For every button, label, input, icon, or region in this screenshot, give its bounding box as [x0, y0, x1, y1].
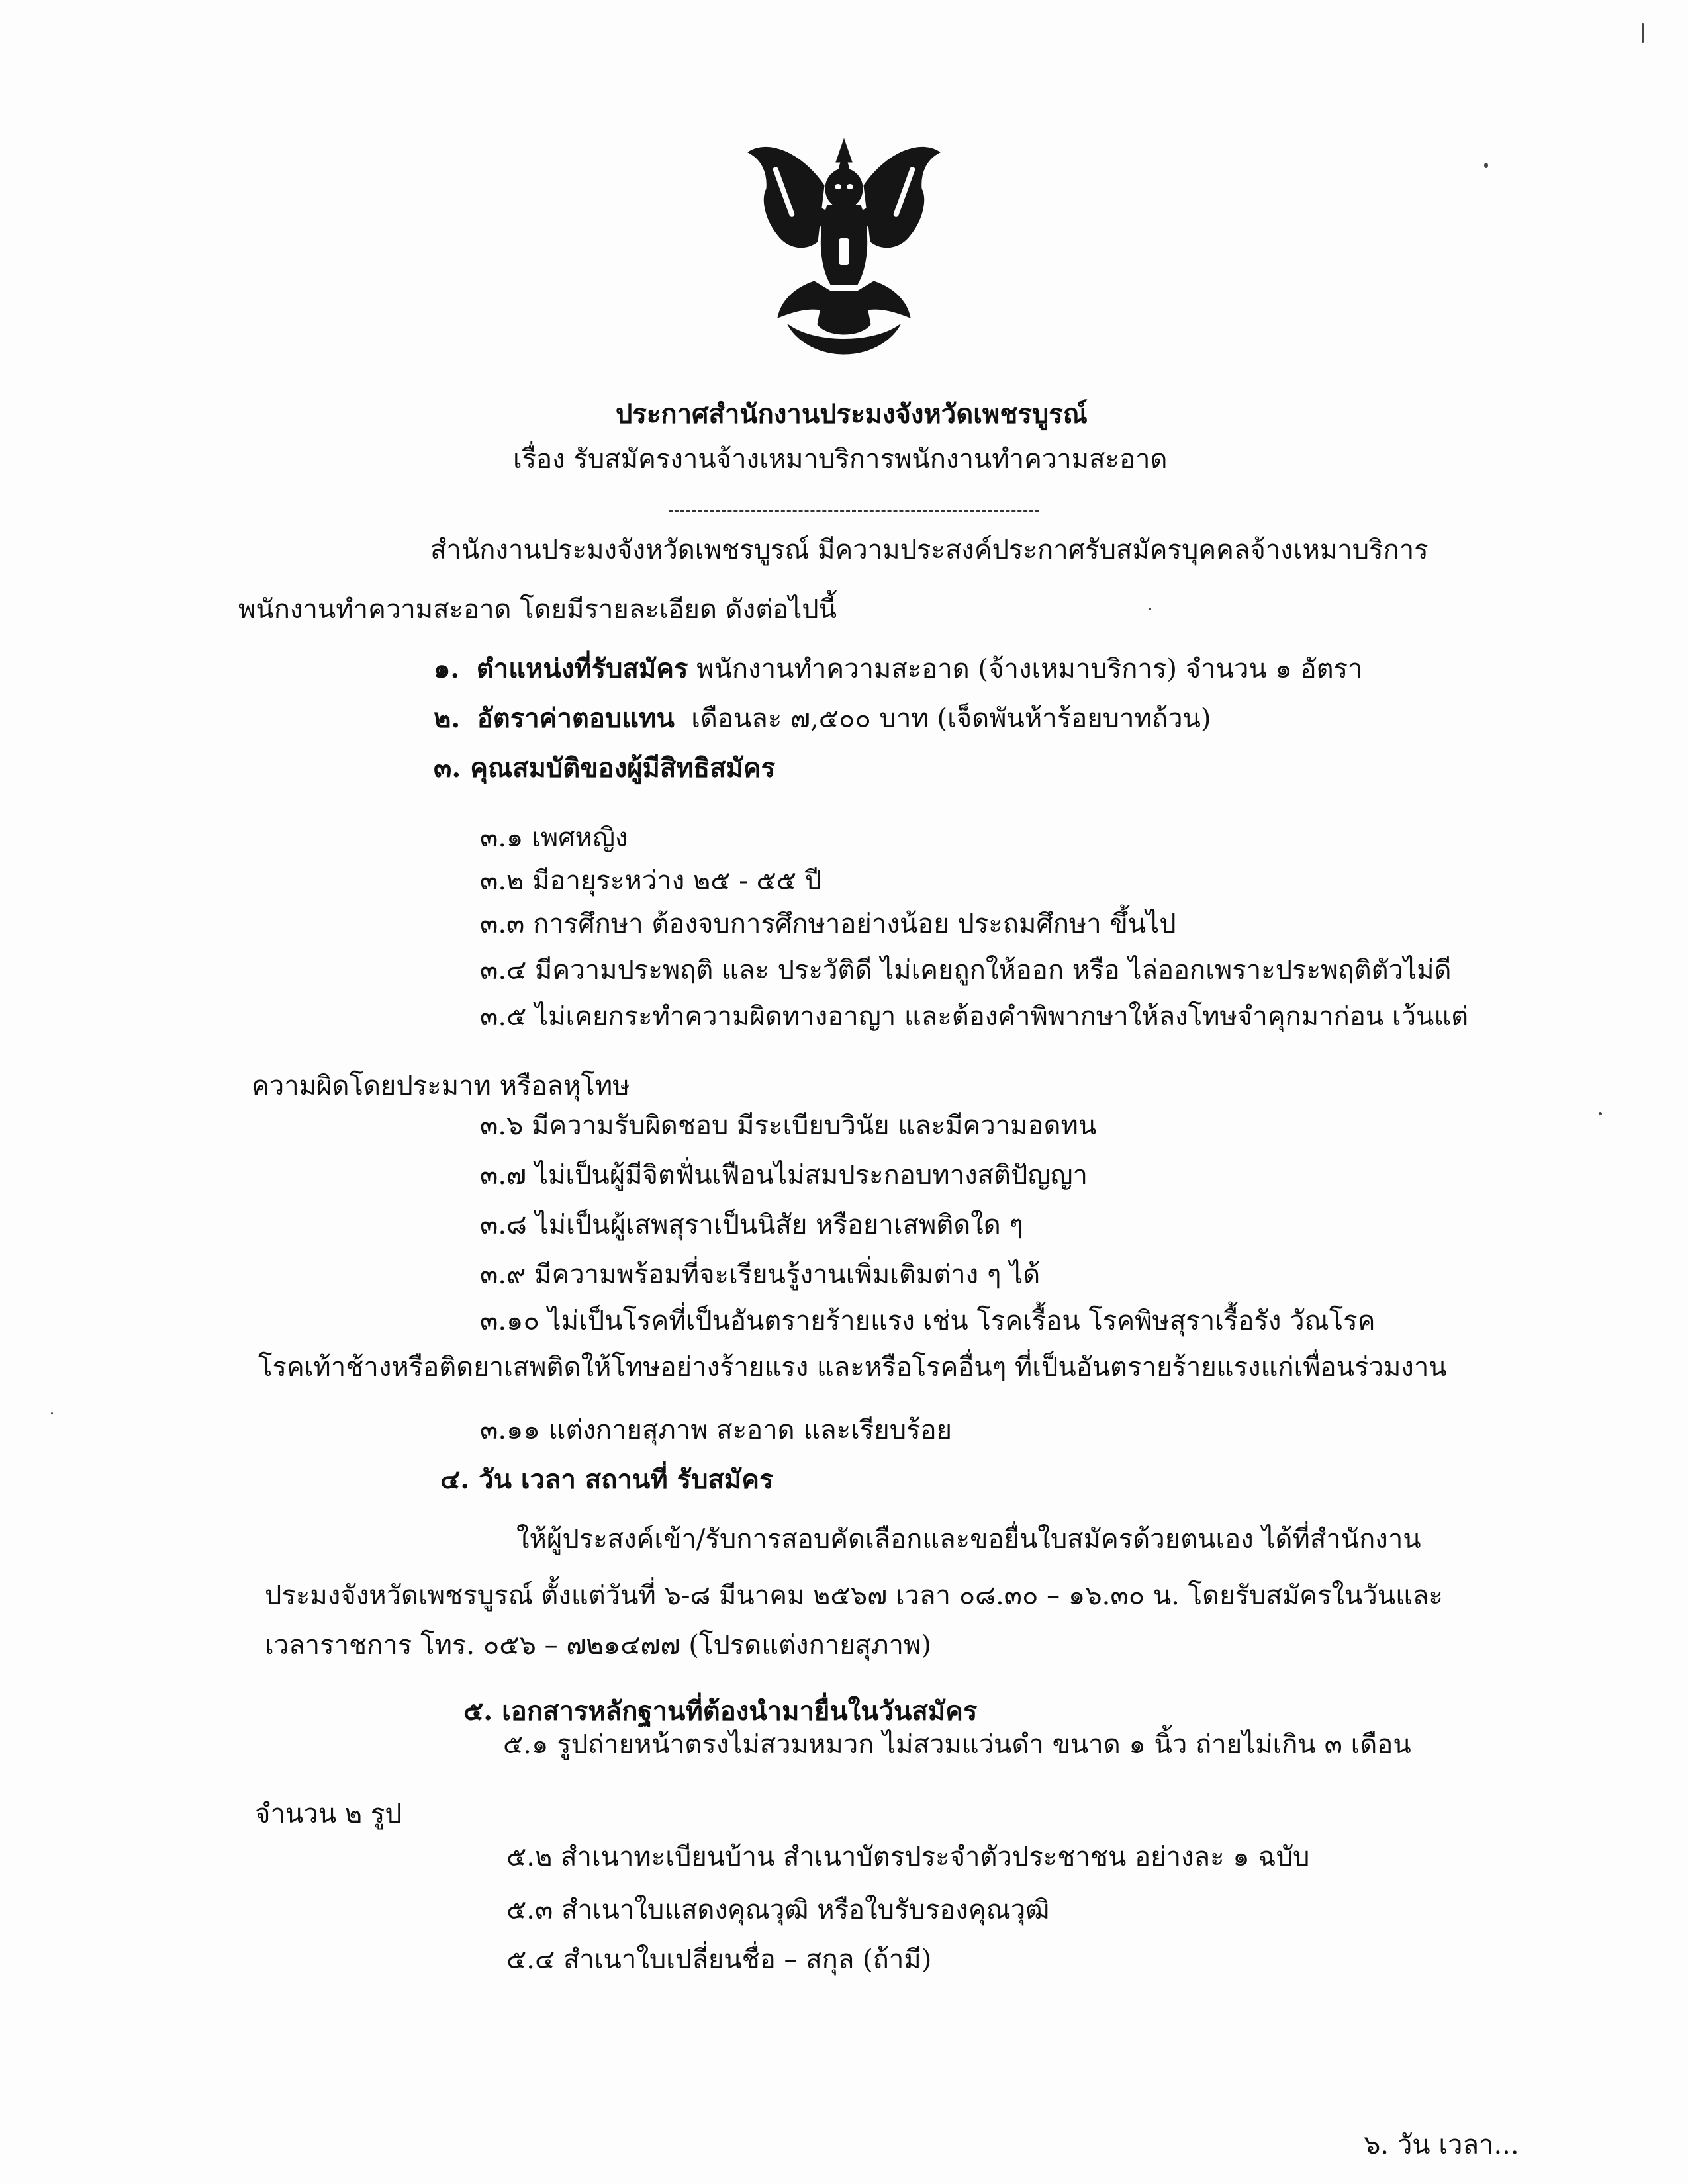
intro-line-2: พนักงานทำความสะอาด โดยมีรายละเอียด ดังต่อไปนี้: [238, 594, 837, 625]
qualification-6: ๓.๖ มีความรับผิดชอบ มีระเบียบวินัย และมีความอดทน: [480, 1111, 1097, 1141]
title-divider: [669, 510, 1039, 512]
document-1: ๕.๑ รูปถ่ายหน้าตรงไม่สวมหมวก ไม่สวมแว่นดำ ขนาด ๑ นิ้ว ถ่ายไม่เกิน ๓ เดือน: [503, 1729, 1411, 1760]
scan-speck: [1642, 23, 1644, 43]
application-line-1: ให้ผู้ประสงค์เข้า/รับการสอบคัดเลือกและขอยื่นใบสมัครด้วยตนเอง ได้ที่สำนักงาน: [516, 1524, 1421, 1555]
intro-line-1: สำนักงานประมงจังหวัดเพชรบูรณ์ มีความประสงค์ประกาศรับสมัครบุคคลจ้างเหมาบริการ: [430, 535, 1429, 565]
document-2: ๕.๒ สำเนาทะเบียนบ้าน สำเนาบัตรประจำตัวประชาชน อย่างละ ๑ ฉบับ: [506, 1842, 1310, 1872]
qualification-1: ๓.๑ เพศหญิง: [480, 823, 628, 853]
qualification-3: ๓.๓ การศึกษา ต้องจบการศึกษาอย่างน้อย ประถมศึกษา ขึ้นไป: [480, 909, 1176, 939]
section-2-label: อัตราค่าตอบแทน: [477, 703, 675, 734]
section-1-label: ตำแหน่งที่รับสมัคร: [476, 653, 688, 684]
qualification-10-continued: โรคเท้าช้างหรือติดยาเสพติดให้โทษอย่างร้ายแรง และหรือโรคอื่นๆ ที่เป็นอันตรายร้ายแรงแก่เพื่อนร่วมงาน: [258, 1352, 1447, 1383]
qualification-2: ๓.๒ มีอายุระหว่าง ๒๕ - ๕๕ ปี: [480, 866, 822, 896]
document-3: ๕.๓ สำเนาใบแสดงคุณวุฒิ หรือใบรับรองคุณวุฒิ: [506, 1895, 1050, 1925]
scan-speck: [1484, 163, 1488, 168]
section-5-heading: ๕. เอกสารหลักฐานที่ต้องนำมายื่นในวันสมัคร: [463, 1696, 978, 1727]
qualification-11: ๓.๑๑ แต่งกายสุภาพ สะอาด และเรียบร้อย: [480, 1415, 953, 1445]
continuation-note: ๖. วัน เวลา...: [1364, 2130, 1519, 2160]
qualification-5-continued: ความผิดโดยประมาท หรือลหุโทษ: [252, 1071, 630, 1101]
qualification-5: ๓.๕ ไม่เคยกระทำความผิดทางอาญา และต้องคำพิพากษาให้ลงโทษจำคุกมาก่อน เว้นแต่: [480, 1001, 1469, 1032]
application-line-2: ประมงจังหวัดเพชรบูรณ์ ตั้งแต่วันที่ ๖-๘ มีนาคม ๒๕๖๗ เวลา ๐๘.๓๐ – ๑๖.๓๐ น. โดยรับสมัครในวันและ: [265, 1580, 1443, 1611]
section-1: [434, 652, 1363, 686]
qualification-4: ๓.๔ มีความประพฤติ และ ประวัติดี ไม่เคยถูกให้ออก หรือ ไล่ออกเพราะประพฤติตัวไม่ดี: [480, 955, 1452, 985]
subject-line: เรื่อง รับสมัครงานจ้างเหมาบริการพนักงานทำความสะอาด: [513, 444, 1168, 475]
section-3-heading: ๓. คุณสมบัติของผู้มีสิทธิสมัคร: [434, 752, 776, 784]
qualification-8: ๓.๘ ไม่เป็นผู้เสพสุราเป็นนิสัย หรือยาเสพติดใด ๆ: [480, 1210, 1023, 1240]
qualification-9: ๓.๙ มีความพร้อมที่จะเรียนรู้งานเพิ่มเติมต่าง ๆ ได้: [480, 1259, 1041, 1290]
section-1-number: ๑.: [434, 653, 460, 684]
document-1-continued: จำนวน ๒ รูป: [255, 1799, 402, 1829]
scan-speck: [51, 1412, 53, 1414]
section-1-text: พนักงานทำความสะอาด (จ้างเหมาบริการ) จำนวน ๑ อัตรา: [696, 654, 1363, 684]
qualification-10: ๓.๑๐ ไม่เป็นโรคที่เป็นอันตรายร้ายแรง เช่น โรคเรื้อน โรคพิษสุราเรื้อรัง วัณโรค: [480, 1306, 1376, 1336]
section-2-text: เดือนละ ๗,๕๐๐ บาท (เจ็ดพันห้าร้อยบาทถ้วน): [691, 704, 1211, 734]
scan-speck: [1149, 608, 1151, 610]
application-line-3: เวลาราชการ โทร. ๐๕๖ – ๗๒๑๔๗๗ (โปรดแต่งกายสุภาพ): [265, 1630, 931, 1661]
section-4-heading: ๔. วัน เวลา สถานที่ รับสมัคร: [440, 1464, 774, 1495]
section-2-number: ๒.: [434, 703, 461, 734]
page-title: ประกาศสำนักงานประมงจังหวัดเพชรบูรณ์: [616, 398, 1088, 430]
garuda-emblem-icon: [741, 126, 947, 364]
section-2: [434, 702, 1211, 736]
qualification-7: ๓.๗ ไม่เป็นผู้มีจิตฟั่นเฟือนไม่สมประกอบทางสติปัญญา: [480, 1160, 1088, 1191]
scan-speck: [1599, 1112, 1602, 1115]
document-4: ๕.๔ สำเนาใบเปลี่ยนชื่อ – สกุล (ถ้ามี): [506, 1944, 932, 1975]
